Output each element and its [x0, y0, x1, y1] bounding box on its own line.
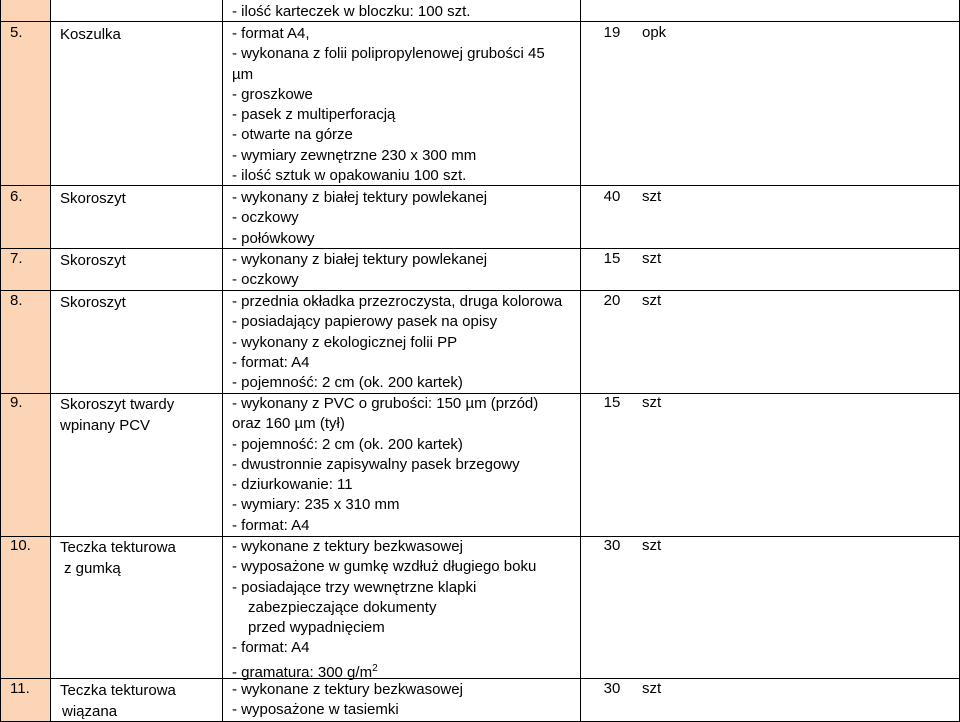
item-name: Skoroszyt — [60, 252, 126, 269]
item-unit: szt — [642, 537, 662, 554]
description-line: - ilość karteczek w bloczku: 100 szt. — [232, 3, 471, 20]
item-quantity: 19 — [603, 24, 621, 41]
item-quantity: 40 — [603, 188, 621, 205]
item-quantity: 15 — [603, 250, 621, 267]
item-name: Skoroszyt — [60, 294, 126, 311]
grid-line — [580, 0, 581, 722]
item-quantity: 15 — [603, 394, 621, 411]
item-number: 9. — [10, 394, 23, 411]
item-description: - wykonany z białej tektury powlekanej - oczkowy — [232, 251, 488, 289]
item-name: Koszulka — [60, 26, 121, 43]
item-unit: szt — [642, 680, 662, 697]
item-description: - przednia okładka przezroczysta, druga kolorowa - posiadający papierowy pasek na opisy - wykonany z ekologicznej folii PP - format: A4 - pojemność: 2 cm (ok. 200 kartek) — [232, 293, 563, 392]
item-name: Skoroszyt — [60, 190, 126, 207]
item-quantity: 20 — [603, 292, 621, 309]
item-unit: szt — [642, 250, 662, 267]
item-description: - wykonany z PVC o grubości: 150 µm (przód) oraz 160 µm (tył) - pojemność: 2 cm (ok. 200 kartek) - dwustronnie zapisywalny pasek brzegowy - dziurkowanie: 11 - wymiary: 235 x 310 mm - format: A4 — [232, 395, 539, 534]
item-name: Skoroszyt twardy wpinany PCV — [60, 396, 175, 434]
item-unit: szt — [642, 188, 662, 205]
grid-line — [0, 0, 1, 722]
item-description: - wykonane z tektury bezkwasowej - wyposażone w gumkę wzdłuż długiego boku - posiadające trzy wewnętrzne klapki zabezpieczające dokumenty przed wypadnięciem - format: A4 - gramatura: 300 $g/m^2$ — [232, 538, 537, 681]
item-number: 7. — [10, 250, 23, 267]
item-quantity: 30 — [603, 537, 621, 554]
item-number: 10. — [10, 537, 31, 554]
number-column-shading — [0, 0, 50, 722]
item-number: 6. — [10, 188, 23, 205]
grid-line — [50, 0, 51, 722]
grid-line — [222, 0, 223, 722]
item-name: Teczka tekturowa wiązana — [60, 682, 176, 720]
item-description: - wykonany z białej tektury powlekanej - oczkowy - połówkowy — [232, 189, 488, 247]
item-number: 8. — [10, 292, 23, 309]
item-unit: szt — [642, 292, 662, 309]
item-description: - wykonane z tektury bezkwasowej - wyposażone w tasiemki — [232, 681, 463, 719]
item-number: 11. — [10, 680, 30, 697]
item-number: 5. — [10, 24, 23, 41]
item-quantity: 30 — [603, 680, 621, 697]
item-unit: szt — [642, 394, 662, 411]
item-name: Teczka tekturowa z gumką — [60, 539, 176, 577]
item-unit: opk — [642, 24, 667, 41]
item-description: - format A4, - wykonana z folii polipropylenowej grubości 45 µm - groszkowe - pasek z multiperforacją - otwarte na górze - wymiary zewnętrzne 230 x 300 mm - ilość sztuk w opakowaniu 100 szt. — [232, 25, 545, 185]
